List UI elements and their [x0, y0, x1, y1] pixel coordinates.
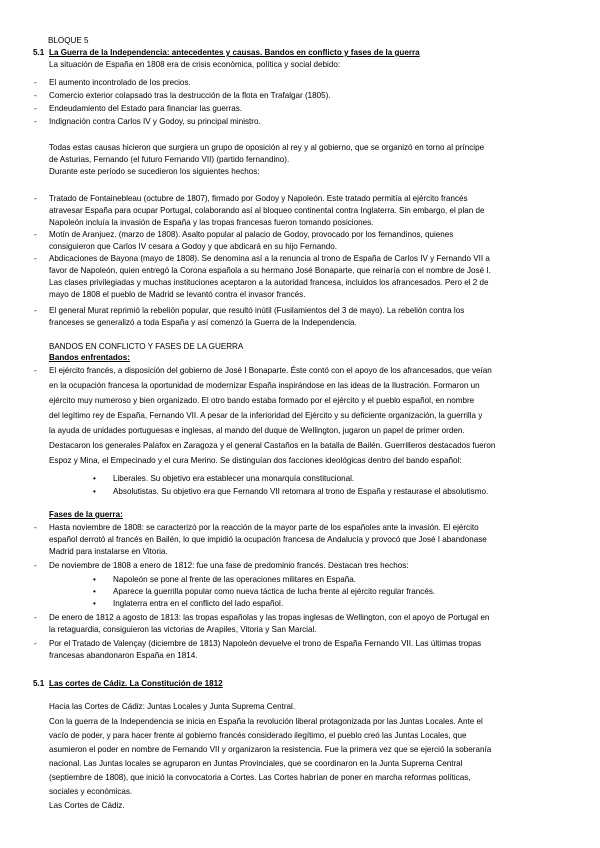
- paragraph-line: sociales y económicas.: [49, 787, 133, 796]
- event-line: Napoleón incluía la invasión de España y las tropas francesas fueron tomando posiciones.: [49, 218, 374, 227]
- phase-subitem: Napoleón se pone al frente de las operaciones militares en España.: [113, 575, 356, 584]
- bullet-dash: -: [34, 194, 37, 203]
- event-line: Abdicaciones de Bayona (mayo de 1808). Se denomina así a la renuncia al trono de España de Carlos IV y Fernando VII a: [49, 254, 490, 263]
- event-line: favor de Napoleón, quien entregó la Corona española a su hermano José Bonaparte, que reinaría con el nombre de José I.: [49, 266, 491, 275]
- list-item: Indignación contra Carlos IV y Godoy, su principal ministro.: [49, 117, 261, 126]
- event-line: franceses se generalizó a toda España y así comenzó la Guerra de la Independencia.: [49, 318, 357, 327]
- bullet-dash: -: [34, 613, 37, 622]
- phase-line: español derrotó al francés en Bailén, lo que impidió la ocupación francesa de Andalucía y provocó que José I abandonase: [49, 535, 487, 544]
- event-line: Tratado de Fontainebleau (octubre de 1807), firmado por Godoy y Napoleón. Este tratado permitía al ejército francés: [49, 194, 468, 203]
- paragraph-line: en la ocupación francesa la oportunidad de modernizar España inspirándose en las ideas de la Ilustración. Formaron un: [49, 381, 480, 390]
- bullet-dot: •: [93, 575, 96, 584]
- paragraph-line: Las Cortes de Cádiz.: [49, 801, 125, 810]
- bullet-dot: •: [93, 587, 96, 596]
- bullet-dash: -: [34, 78, 37, 87]
- bullet-dash: -: [34, 561, 37, 570]
- event-line: El general Murat reprimió la rebelión popular, que resultó inútil (Fusilamientos del 3 de mayo). La rebelión contra los: [49, 306, 465, 315]
- event-line: mayo de 1808 el pueblo de Madrid se levantó contra el invasor francés.: [49, 290, 306, 299]
- bullet-dash: -: [34, 639, 37, 648]
- bloque-heading: BLOQUE 5: [48, 36, 89, 45]
- paragraph-line: de Asturias, Fernando (el futuro Fernando VII) (partido fernandino).: [49, 155, 290, 164]
- section-title: La Guerra de la Independencia: antecedentes y causas. Bandos en conflicto y fases de la guerra: [49, 48, 420, 57]
- paragraph-line: asumieron el poder en nombre de Fernando VII y organizaron la resistencia. Fue la primera vez que se ejerció la soberanía: [49, 745, 492, 754]
- subsection-subheading: Fases de la guerra:: [49, 510, 123, 519]
- paragraph-line: (septiembre de 1808), que inició la convocatoria a Cortes. Las Cortes habrían de poner en marcha reformas políticas,: [49, 773, 471, 782]
- phase-subitem: Inglaterra entra en el conflicto del lado español.: [113, 599, 284, 608]
- bullet-dash: -: [34, 306, 37, 315]
- list-item: Endeudamiento del Estado para financiar las guerras.: [49, 104, 243, 113]
- paragraph-line: El ejército francés, a disposición del gobierno de José I Bonaparte. Éste contó con el apoyo de los afrancesados, que veían: [49, 366, 492, 375]
- paragraph-line: Con la guerra de la Independencia se inicia en España la revolución liberal protagonizada por las Juntas Locales. Ante el: [49, 717, 483, 726]
- subsection-heading: BANDOS EN CONFLICTO Y FASES DE LA GUERRA: [49, 342, 244, 351]
- phase-line: francesas abandonaron España en 1814.: [49, 651, 198, 660]
- phase-line: Hasta noviembre de 1808: se caracterizó por la reacción de la mayor parte de los españoles ante la invasión. El ejército: [49, 523, 479, 532]
- paragraph-line: Espoz y Mina, el Empecinado y el cura Merino. Se distinguían dos facciones ideológicas dentro del bando español:: [49, 456, 462, 465]
- paragraph-line: del legítimo rey de España, Fernando VII. A pesar de la inferioridad del Ejército y su deficiente organización, la guerrilla y: [49, 411, 483, 420]
- event-line: Motín de Aranjuez. (marzo de 1808). Asalto popular al palacio de Godoy, provocado por los fernandinos, quienes: [49, 230, 454, 239]
- paragraph-line: ejército muy numeroso y bien organizado. El otro bando estaba formado por el ejército y el pueblo español, en nombre: [49, 396, 475, 405]
- list-item: Comercio exterior colapsado tras la destrucción de la flota en Trafalgar (1805).: [49, 91, 331, 100]
- phase-line: Madrid para instalarse en Vitoria.: [49, 547, 168, 556]
- phase-subitem: Aparece la guerrilla popular como nueva táctica de lucha frente al ejército regular francés.: [113, 587, 436, 596]
- bullet-dash: -: [34, 117, 37, 126]
- bullet-dash: -: [34, 523, 37, 532]
- event-line: atravesar España para ocupar Portugal, colaborando así al bloqueo continental contra Inglaterra. Sin embargo, el plan de: [49, 206, 485, 215]
- cortes-subheading: Hacia las Cortes de Cádiz: Juntas Locales y Junta Suprema Central.: [49, 702, 296, 711]
- faction-item: Absolutistas. Su objetivo era que Fernando VII retornara al trono de España y restaurase el absolutismo.: [113, 487, 489, 496]
- paragraph-line: la ayuda de unidades portuguesas e inglesas, al mando del duque de Wellington, jugaron un papel de primer orden.: [49, 426, 465, 435]
- bullet-dash: -: [34, 91, 37, 100]
- bullet-dot: •: [93, 474, 96, 483]
- event-line: consiguieron que Carlos IV cesara a Godoy y que abdicará en su hijo Fernando.: [49, 242, 337, 251]
- bullet-dot: •: [93, 599, 96, 608]
- faction-item: Liberales. Su objetivo era establecer una monarquía constitucional.: [113, 474, 355, 483]
- list-item: El aumento incontrolado de los precios.: [49, 78, 191, 87]
- intro-text: La situación de España en 1808 era de crisis económica, política y social debido:: [49, 60, 341, 69]
- section-title: Las cortes de Cádiz. La Constitución de 1812: [49, 679, 223, 688]
- paragraph-line: vacío de poder, y para hacer frente al gobierno francés considerado ilegítimo, el pueblo creó las Juntas Locales, que: [49, 731, 467, 740]
- section-number: 5.1: [33, 679, 45, 688]
- phase-line: De enero de 1812 a agosto de 1813: las tropas españolas y las tropas inglesas de Wellington, con el apoyo de Portugal en: [49, 613, 490, 622]
- section-number: 5.1: [33, 48, 45, 57]
- phase-line: la retaguardia, consiguieron las victorias de Arapiles, Vitoria y San Marcial.: [49, 625, 317, 634]
- bullet-dash: -: [34, 366, 37, 375]
- bullet-dash: -: [34, 104, 37, 113]
- paragraph-line: Durante este período se sucedieron los siguientes hechos:: [49, 167, 260, 176]
- paragraph-line: Destacaron los generales Palafox en Zaragoza y el general Castaños en la batalla de Bailén. Guerrilleros destacados fueron: [49, 441, 496, 450]
- bullet-dash: -: [34, 254, 37, 263]
- paragraph-line: Todas estas causas hicieron que surgiera un grupo de oposición al rey y al gobierno, que se organizó en torno al príncipe: [49, 143, 485, 152]
- bullet-dash: -: [34, 230, 37, 239]
- subsection-subheading: Bandos enfrentados:: [49, 353, 130, 362]
- phase-line: Por el Tratado de Valençay (diciembre de 1813) Napoleón devuelve el trono de España Fernando VII. Las últimas tropas: [49, 639, 482, 648]
- bullet-dot: •: [93, 487, 96, 496]
- paragraph-line: nacional. Las Juntas locales se agruparon en Juntas Provinciales, que se coordinaron en la Junta Suprema Central: [49, 759, 463, 768]
- phase-line: De noviembre de 1808 a enero de 1812: fue una fase de predominio francés. Destacan tres hechos:: [49, 561, 409, 570]
- event-line: Las clases privilegiadas y muchas instituciones aceptaron a la autoridad francesa, incluidos los afrancesados. Pero el 2 de: [49, 278, 489, 287]
